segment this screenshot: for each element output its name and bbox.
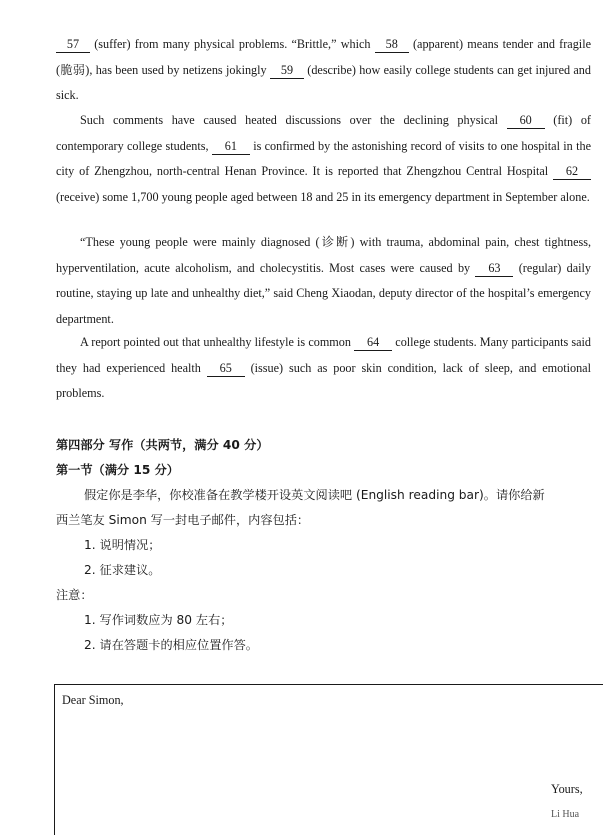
blank-65[interactable]: 65 xyxy=(207,361,245,377)
note-item-2: 2. 请在答题卡的相应位置作答。 xyxy=(84,638,258,652)
note-item-1: 1. 写作词数应为 80 左右； xyxy=(84,613,233,627)
blank-58[interactable]: 58 xyxy=(375,37,409,53)
answer-box[interactable] xyxy=(54,684,603,835)
passage-text: (suffer) from many physical problems. “Brittle,” which xyxy=(90,37,375,51)
writing-part-heading: 第四部分 写作（共两节，满分 40 分） xyxy=(56,438,269,452)
blank-64[interactable]: 64 xyxy=(354,335,392,351)
writing-section-heading: 第一节（满分 15 分） xyxy=(56,463,179,477)
passage-text: (describe) how easily college students can get injured and sick. xyxy=(56,62,591,103)
blank-63[interactable]: 63 xyxy=(475,261,513,277)
chinese-gloss: 诊断 xyxy=(319,235,351,249)
passage-text: (regular) daily routine, staying up late and unhealthy diet,” said Cheng Xiaodan, deputy director of the hospital’s emergency department. xyxy=(56,260,591,326)
closing: Yours, xyxy=(551,782,583,796)
passage-text: (apparent) means tender and fragile ( xyxy=(56,37,591,77)
passage-text: college students. Many participants said they had experienced health xyxy=(56,335,591,375)
content-item-2: 2. 征求建议。 xyxy=(84,563,161,577)
passage-text: “These young people were mainly diagnosed ( xyxy=(80,235,320,249)
passage-text: (issue) such as poor skin condition, lack of sleep, and emotional problems. xyxy=(56,360,591,401)
passage-text: A report pointed out that unhealthy lifestyle is common xyxy=(80,335,355,349)
passage-text: (receive) some 1,700 young people aged between 18 and 25 in its emergency department in September alone. xyxy=(56,189,590,204)
writing-prompt-line-2: 西兰笔友 Simon 写一封电子邮件，内容包括： xyxy=(56,513,310,527)
passage-text: Such comments have caused heated discussions over the declining physical xyxy=(80,113,507,127)
passage-text: is confirmed by the astonishing record of visits to one hospital in the city of Zhengzhou, north-central Henan Province. It is reported that Zhengzhou Central Hospital xyxy=(56,138,591,179)
content-item-1: 1. 说明情况； xyxy=(84,538,161,552)
passage-paragraph-2 xyxy=(56,108,591,210)
blank-60[interactable]: 60 xyxy=(507,113,545,129)
chinese-gloss: 脆弱 xyxy=(60,62,86,77)
notes-heading: 注意： xyxy=(56,588,93,602)
passage-paragraph-1 xyxy=(56,32,591,109)
passage-text: ), has been used by netizens jokingly xyxy=(85,62,270,77)
passage-paragraph-3 xyxy=(56,230,591,332)
passage-paragraph-4 xyxy=(56,330,591,407)
blank-62[interactable]: 62 xyxy=(553,164,591,180)
blank-61[interactable]: 61 xyxy=(212,139,250,155)
signature-partial: Li Hua xyxy=(551,809,580,820)
blank-57[interactable]: 57 xyxy=(56,37,90,53)
passage-text: ) with trauma, abdominal pain, chest tightness, hyperventilation, acute alcoholism, and cholecystitis. Most cases were caused by xyxy=(56,235,592,275)
writing-prompt-line-1: 假定你是李华，你校准备在教学楼开设英文阅读吧 (English reading bar)。请你给新 xyxy=(84,488,545,502)
salutation: Dear Simon, xyxy=(62,693,124,707)
blank-59[interactable]: 59 xyxy=(270,63,304,79)
passage-text: (fit) of contemporary college students, xyxy=(56,113,591,153)
